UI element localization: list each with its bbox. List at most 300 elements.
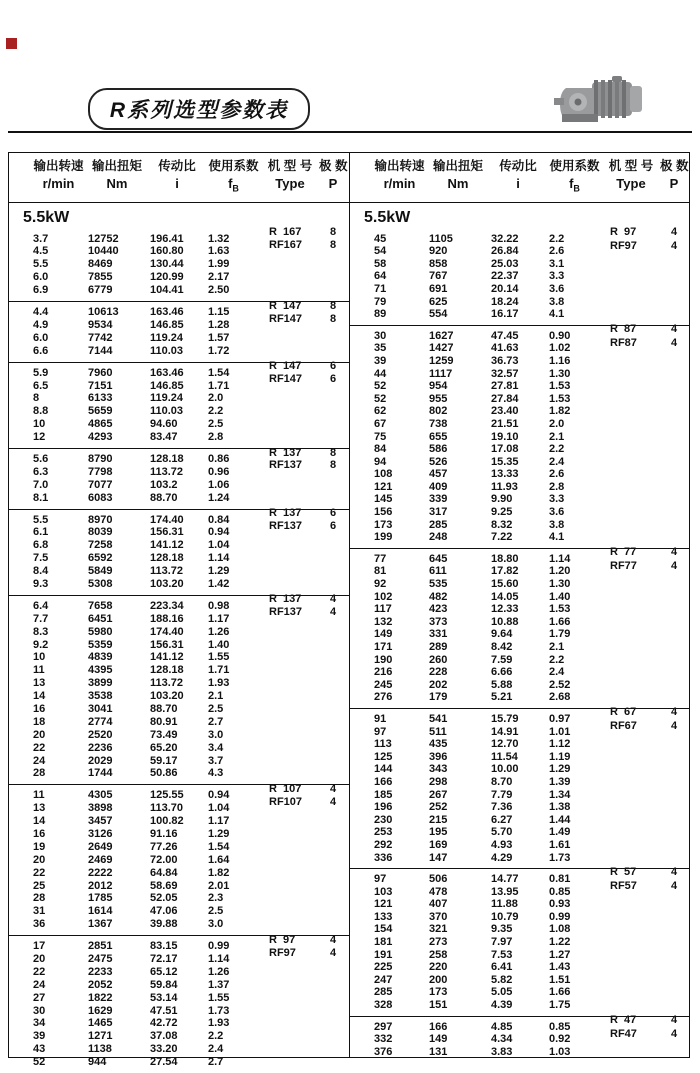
cell-output-torque: 3899 — [88, 677, 113, 690]
cell-service-factor: 2.1 — [549, 641, 565, 653]
poles-line1: 8 — [330, 299, 337, 312]
cell-service-factor: 1.73 — [549, 851, 571, 864]
cell-service-factor: 1.93 — [208, 677, 230, 690]
cell-output-torque: 7798 — [88, 465, 113, 478]
cell-output-torque: 767 — [429, 270, 448, 283]
cell-output-torque: 4305 — [88, 789, 113, 802]
cell-output-speed: 35 — [374, 342, 387, 355]
cell-output-speed: 54 — [374, 245, 387, 258]
cell-ratio: 64.84 — [150, 866, 178, 879]
cell-ratio: 163.46 — [150, 366, 184, 379]
poles-cell — [321, 299, 349, 325]
cell-ratio: 65.12 — [150, 965, 178, 978]
cell-output-torque: 409 — [429, 480, 448, 493]
cell-ratio: 9.25 — [491, 506, 513, 519]
cell-service-factor: 1.29 — [208, 565, 230, 578]
cell-output-speed: 332 — [374, 1033, 393, 1046]
cell-output-torque: 1629 — [88, 1004, 113, 1017]
cell-output-torque: 1117 — [429, 367, 453, 380]
cell-output-speed: 376 — [374, 1045, 393, 1058]
cell-service-factor: 3.6 — [549, 282, 565, 295]
cell-output-torque: 2029 — [88, 754, 113, 767]
model-type-line1: R 137 — [269, 446, 302, 459]
cell-output-speed: 6.4 — [33, 599, 49, 612]
cell-service-factor: 1.38 — [549, 801, 571, 814]
red-corner-mark — [6, 38, 17, 49]
model-type-line1: R 137 — [269, 507, 302, 520]
cell-service-factor: 1.24 — [208, 491, 230, 504]
poles-line2: 4 — [671, 1027, 678, 1040]
cell-service-factor: 0.85 — [549, 1020, 571, 1033]
cell-ratio: 10.88 — [491, 615, 519, 628]
cell-output-torque: 4293 — [88, 431, 113, 444]
cell-ratio: 130.44 — [150, 258, 184, 271]
cell-output-speed: 20 — [33, 953, 46, 966]
cell-output-speed: 185 — [374, 788, 393, 801]
cell-ratio: 146.85 — [150, 379, 184, 392]
column-header-zh: 输出扭矩 — [91, 159, 142, 173]
cell-service-factor: 2.17 — [208, 271, 230, 284]
cell-output-torque: 370 — [429, 910, 448, 923]
model-group — [350, 225, 690, 325]
cell-output-torque: 2222 — [88, 866, 113, 879]
cell-ratio: 41.63 — [491, 342, 519, 355]
cell-output-speed: 64 — [374, 270, 387, 283]
cell-output-speed: 181 — [374, 936, 393, 949]
poles-line2: 4 — [671, 560, 678, 573]
cell-output-speed: 13 — [33, 677, 46, 690]
cell-ratio: 128.18 — [150, 552, 184, 565]
cell-output-torque: 260 — [429, 653, 448, 666]
model-group — [9, 362, 349, 448]
poles-line1: 4 — [671, 225, 678, 238]
cell-ratio: 119.24 — [150, 392, 184, 405]
subscript: B — [232, 183, 239, 194]
cell-output-torque: 5980 — [88, 625, 113, 638]
cell-output-speed: 292 — [374, 838, 393, 851]
cell-ratio: 52.05 — [150, 892, 178, 905]
cell-output-torque: 3041 — [88, 702, 113, 715]
cell-output-speed: 52 — [374, 392, 387, 405]
cell-output-speed: 132 — [374, 615, 393, 628]
cell-service-factor: 2.2 — [549, 232, 565, 245]
cell-ratio: 113.72 — [150, 465, 184, 478]
cell-ratio: 19.10 — [491, 430, 519, 443]
model-group-grid — [9, 593, 349, 784]
cell-output-torque: 9534 — [88, 318, 113, 331]
cell-service-factor: 0.98 — [208, 599, 230, 612]
cell-output-torque: 3538 — [88, 690, 113, 703]
cell-output-torque: 151 — [429, 999, 448, 1012]
column-header-zh: 输出扭矩 — [432, 159, 483, 173]
cell-output-speed: 6.1 — [33, 526, 49, 539]
cell-output-torque: 541 — [429, 712, 448, 725]
cell-ratio: 104.41 — [150, 284, 184, 297]
cell-service-factor: 1.42 — [208, 577, 230, 590]
cell-ratio: 15.79 — [491, 712, 519, 725]
cell-output-torque: 331 — [429, 628, 448, 641]
cell-service-factor: 2.2 — [208, 1030, 224, 1043]
cell-output-speed: 45 — [374, 232, 387, 245]
cell-output-speed: 89 — [374, 308, 387, 321]
cell-output-torque: 1105 — [429, 232, 453, 245]
cell-output-torque: 1427 — [429, 342, 454, 355]
cell-ratio: 6.41 — [491, 961, 513, 974]
cell-service-factor: 2.3 — [208, 892, 224, 905]
cell-ratio: 103.20 — [150, 577, 184, 590]
model-type-line2: RF107 — [269, 795, 303, 808]
cell-service-factor: 2.50 — [208, 284, 230, 297]
cell-service-factor: 1.61 — [549, 838, 571, 851]
cell-output-speed: 191 — [374, 948, 393, 961]
model-type-line2: RF57 — [610, 880, 637, 893]
column-header-en: Nm — [447, 176, 469, 191]
cell-ratio: 72.17 — [150, 953, 178, 966]
cell-service-factor: 2.7 — [208, 1056, 224, 1069]
cell-ratio: 58.69 — [150, 879, 178, 892]
cell-ratio: 156.31 — [150, 638, 184, 651]
cell-output-torque: 7742 — [88, 331, 113, 344]
cell-service-factor: 4.1 — [549, 531, 565, 544]
model-group — [350, 708, 690, 868]
cell-ratio: 156.31 — [150, 526, 184, 539]
cell-ratio: 120.99 — [150, 271, 184, 284]
model-type-cell — [263, 507, 321, 532]
cell-ratio: 113.70 — [150, 802, 184, 815]
cell-output-speed: 25 — [33, 879, 46, 892]
cell-output-torque: 273 — [429, 936, 448, 949]
column-header — [206, 158, 261, 198]
page-title: R系列选型参数表 — [109, 99, 289, 122]
poles-cell — [321, 507, 349, 532]
model-type-line1: R 137 — [269, 593, 302, 606]
model-group-grid — [350, 706, 690, 868]
model-type-line1: R 47 — [610, 1013, 637, 1026]
cell-ratio: 128.18 — [150, 452, 184, 465]
cell-output-speed: 102 — [374, 590, 393, 603]
cell-ratio: 174.40 — [150, 625, 184, 638]
cell-service-factor: 3.1 — [549, 257, 565, 270]
cell-output-speed: 5.9 — [33, 366, 49, 379]
cell-service-factor: 1.20 — [549, 565, 571, 578]
cell-service-factor: 1.27 — [549, 948, 571, 961]
cell-service-factor: 3.7 — [208, 754, 224, 767]
cell-ratio: 5.70 — [491, 826, 513, 839]
cell-service-factor: 1.14 — [208, 552, 230, 565]
cell-service-factor: 2.7 — [208, 715, 224, 728]
cell-ratio: 94.60 — [150, 418, 178, 431]
cell-output-speed: 9.2 — [33, 638, 49, 651]
column-header-zh: 使用系数 — [208, 159, 259, 173]
cell-output-speed: 94 — [374, 455, 387, 468]
cell-output-speed: 5.5 — [33, 513, 49, 526]
cell-service-factor: 1.14 — [549, 552, 571, 565]
cell-output-speed: 27 — [33, 991, 46, 1004]
cell-ratio: 14.05 — [491, 590, 519, 603]
cell-output-torque: 2236 — [88, 741, 113, 754]
cell-ratio: 103.20 — [150, 690, 184, 703]
cell-output-speed: 225 — [374, 961, 393, 974]
cell-service-factor: 3.8 — [549, 295, 565, 308]
cell-output-torque: 396 — [429, 750, 448, 763]
cell-ratio: 6.27 — [491, 813, 513, 826]
cell-ratio: 15.60 — [491, 578, 519, 591]
cell-ratio: 4.39 — [491, 999, 513, 1012]
cell-service-factor: 1.82 — [208, 866, 230, 879]
cell-service-factor: 0.97 — [549, 712, 571, 725]
cell-output-torque: 2012 — [88, 879, 113, 892]
cell-ratio: 110.03 — [150, 405, 184, 418]
cell-service-factor: 1.71 — [208, 664, 230, 677]
cell-ratio: 20.14 — [491, 282, 519, 295]
model-type-cell — [604, 1013, 662, 1040]
model-type-line1: R 107 — [269, 782, 302, 795]
model-type-line2: RF97 — [269, 946, 296, 959]
cell-output-torque: 285 — [429, 518, 448, 531]
cell-output-speed: 6.8 — [33, 539, 49, 552]
cell-output-speed: 97 — [374, 725, 387, 738]
column-header-en: $f_B$ — [569, 176, 580, 194]
model-type-line2: RF147 — [269, 312, 303, 325]
cell-ratio: 27.84 — [491, 392, 519, 405]
cell-output-torque: 435 — [429, 738, 448, 751]
cell-service-factor: 1.54 — [208, 366, 230, 379]
poles-line2: 6 — [330, 519, 337, 532]
cell-output-torque: 248 — [429, 531, 448, 544]
cell-output-torque: 407 — [429, 898, 448, 911]
cell-ratio: 32.57 — [491, 367, 519, 380]
poles-line2: 4 — [330, 795, 337, 808]
poles-line1: 4 — [671, 323, 678, 336]
cell-output-speed: 8.4 — [33, 565, 49, 578]
cell-ratio: 59.84 — [150, 978, 178, 991]
model-type-cell — [263, 593, 321, 619]
cell-ratio: 37.08 — [150, 1030, 178, 1043]
column-header — [31, 158, 86, 198]
poles-line2: 6 — [330, 373, 337, 386]
cell-service-factor: 0.94 — [208, 526, 230, 539]
cell-output-torque: 7151 — [88, 379, 113, 392]
cell-output-torque: 586 — [429, 443, 448, 456]
model-group-grid — [9, 360, 349, 448]
cell-output-speed: 79 — [374, 295, 387, 308]
poles-cell — [662, 225, 690, 252]
cell-service-factor: 3.6 — [549, 506, 565, 519]
cell-output-torque: 173 — [429, 986, 448, 999]
poles-line1: 6 — [330, 360, 337, 373]
cell-output-torque: 625 — [429, 295, 448, 308]
table-right-half — [349, 153, 690, 1057]
model-group — [9, 509, 349, 595]
cell-ratio: 125.55 — [150, 789, 184, 802]
cell-service-factor: 1.01 — [549, 725, 571, 738]
cell-output-torque: 147 — [429, 851, 448, 864]
cell-service-factor: 2.8 — [208, 431, 224, 444]
cell-output-speed: 108 — [374, 468, 393, 481]
cell-service-factor: 1.72 — [208, 344, 230, 357]
cell-output-torque: 10613 — [88, 306, 119, 319]
model-type-line2: RF137 — [269, 459, 303, 472]
model-type-cell — [604, 706, 662, 733]
cell-ratio: 47.45 — [491, 329, 519, 342]
column-header-zh: 机 型 号 — [267, 159, 313, 173]
cell-output-torque: 8790 — [88, 452, 113, 465]
model-type-cell — [604, 323, 662, 350]
cell-ratio: 15.35 — [491, 455, 519, 468]
cell-output-speed: 4.4 — [33, 306, 49, 319]
model-group-grid — [9, 782, 349, 935]
model-group — [350, 1013, 690, 1063]
cell-output-torque: 166 — [429, 1020, 448, 1033]
cell-output-speed: 8 — [33, 392, 40, 405]
cell-output-speed: 34 — [33, 1017, 46, 1030]
cell-output-speed: 19 — [33, 840, 46, 853]
cell-ratio: 25.03 — [491, 257, 519, 270]
cell-output-speed: 58 — [374, 257, 387, 270]
cell-ratio: 163.46 — [150, 306, 184, 319]
cell-ratio: 141.12 — [150, 539, 184, 552]
cell-output-torque: 3898 — [88, 802, 113, 815]
cell-output-speed: 6.9 — [33, 284, 49, 297]
cell-service-factor: 1.79 — [549, 628, 571, 641]
model-type-cell — [263, 446, 321, 472]
poles-cell — [662, 866, 690, 893]
cell-ratio: 7.53 — [491, 948, 513, 961]
cell-service-factor: 2.68 — [549, 691, 571, 704]
cell-service-factor: 1.43 — [549, 961, 571, 974]
cell-ratio: 16.17 — [491, 308, 519, 321]
cell-output-speed: 276 — [374, 691, 393, 704]
cell-ratio: 141.12 — [150, 651, 184, 664]
cell-ratio: 5.82 — [491, 973, 513, 986]
cell-service-factor: 2.5 — [208, 905, 224, 918]
cell-output-torque: 6083 — [88, 491, 113, 504]
poles-line2: 4 — [330, 606, 337, 619]
cell-service-factor: 2.1 — [549, 430, 565, 443]
cell-output-speed: 24 — [33, 978, 46, 991]
cell-ratio: 80.91 — [150, 715, 178, 728]
model-group-grid — [350, 323, 690, 548]
cell-ratio: 146.85 — [150, 318, 184, 331]
poles-line1: 4 — [330, 933, 337, 946]
cell-ratio: 22.37 — [491, 270, 519, 283]
poles-line2: 4 — [671, 337, 678, 350]
cell-service-factor: 2.4 — [208, 1043, 224, 1056]
cell-output-torque: 220 — [429, 961, 448, 974]
cell-output-speed: 154 — [374, 923, 393, 936]
cell-output-torque: 195 — [429, 826, 448, 839]
cell-output-torque: 267 — [429, 788, 448, 801]
cell-ratio: 83.15 — [150, 940, 178, 953]
cell-output-speed: 81 — [374, 565, 387, 578]
cell-ratio: 8.70 — [491, 775, 513, 788]
cell-ratio: 65.20 — [150, 741, 178, 754]
column-header-zh: 输出转速 — [374, 159, 425, 173]
model-type-line1: R 147 — [269, 299, 302, 312]
cell-service-factor: 1.08 — [549, 923, 571, 936]
cell-output-torque: 6592 — [88, 552, 113, 565]
cell-service-factor: 2.6 — [549, 245, 565, 258]
cell-output-speed: 173 — [374, 518, 393, 531]
cell-service-factor: 1.55 — [208, 651, 230, 664]
model-type-cell — [263, 933, 321, 959]
cell-service-factor: 2.5 — [208, 418, 224, 431]
cell-output-torque: 655 — [429, 430, 448, 443]
column-header — [660, 158, 688, 198]
cell-service-factor: 1.51 — [549, 973, 571, 986]
cell-output-speed: 13 — [33, 802, 46, 815]
cell-output-torque: 920 — [429, 245, 448, 258]
column-header — [489, 158, 547, 198]
poles-line2: 8 — [330, 312, 337, 325]
cell-ratio: 3.83 — [491, 1045, 513, 1058]
poles-line1: 4 — [330, 593, 337, 606]
cell-service-factor: 1.06 — [208, 478, 230, 491]
cell-output-speed: 6.6 — [33, 344, 49, 357]
cell-ratio: 100.82 — [150, 815, 184, 828]
column-header-en: Type — [616, 176, 646, 191]
cell-output-torque: 944 — [88, 1056, 107, 1069]
cell-service-factor: 0.90 — [549, 329, 571, 342]
cell-output-speed: 117 — [374, 603, 392, 616]
cell-service-factor: 1.17 — [208, 612, 230, 625]
cell-output-speed: 336 — [374, 851, 393, 864]
cell-ratio: 174.40 — [150, 513, 184, 526]
cell-ratio: 18.80 — [491, 552, 519, 565]
poles-cell — [321, 360, 349, 386]
cell-output-torque: 645 — [429, 552, 448, 565]
cell-output-speed: 199 — [374, 531, 393, 544]
cell-service-factor: 1.75 — [549, 999, 571, 1012]
cell-output-torque: 317 — [429, 506, 448, 519]
model-type-line1: R 87 — [610, 323, 637, 336]
cell-ratio: 7.22 — [491, 531, 513, 544]
model-type-line1: R 97 — [269, 933, 296, 946]
cell-output-torque: 1627 — [429, 329, 454, 342]
cell-ratio: 73.49 — [150, 728, 178, 741]
cell-output-speed: 28 — [33, 892, 46, 905]
cell-output-speed: 190 — [374, 653, 393, 666]
cell-output-speed: 247 — [374, 973, 393, 986]
cell-service-factor: 2.52 — [549, 678, 571, 691]
model-type-line2: RF97 — [610, 239, 637, 252]
cell-output-speed: 133 — [374, 910, 393, 923]
cell-output-torque: 1367 — [88, 918, 113, 931]
cell-output-torque: 954 — [429, 380, 448, 393]
column-header-en: P — [669, 176, 679, 191]
cell-service-factor: 2.8 — [549, 480, 565, 493]
cell-service-factor: 0.93 — [549, 898, 571, 911]
cell-output-speed: 7.5 — [33, 552, 49, 565]
cell-output-speed: 10 — [33, 651, 46, 664]
model-group — [9, 935, 349, 1073]
cell-output-speed: 125 — [374, 750, 393, 763]
cell-service-factor: 1.63 — [208, 245, 230, 258]
cell-output-torque: 2469 — [88, 853, 113, 866]
cell-output-speed: 52 — [33, 1056, 46, 1069]
cell-ratio: 113.72 — [150, 565, 184, 578]
cell-output-torque: 2520 — [88, 728, 113, 741]
cell-output-torque: 4865 — [88, 418, 113, 431]
model-group — [9, 226, 349, 301]
cell-output-torque: 1271 — [88, 1030, 113, 1043]
model-type-cell — [604, 866, 662, 893]
cell-service-factor: 2.01 — [208, 879, 230, 892]
cell-service-factor: 3.0 — [208, 918, 224, 931]
cell-service-factor: 1.64 — [208, 853, 230, 866]
cell-service-factor: 1.55 — [208, 991, 230, 1004]
cell-output-speed: 216 — [374, 666, 393, 679]
